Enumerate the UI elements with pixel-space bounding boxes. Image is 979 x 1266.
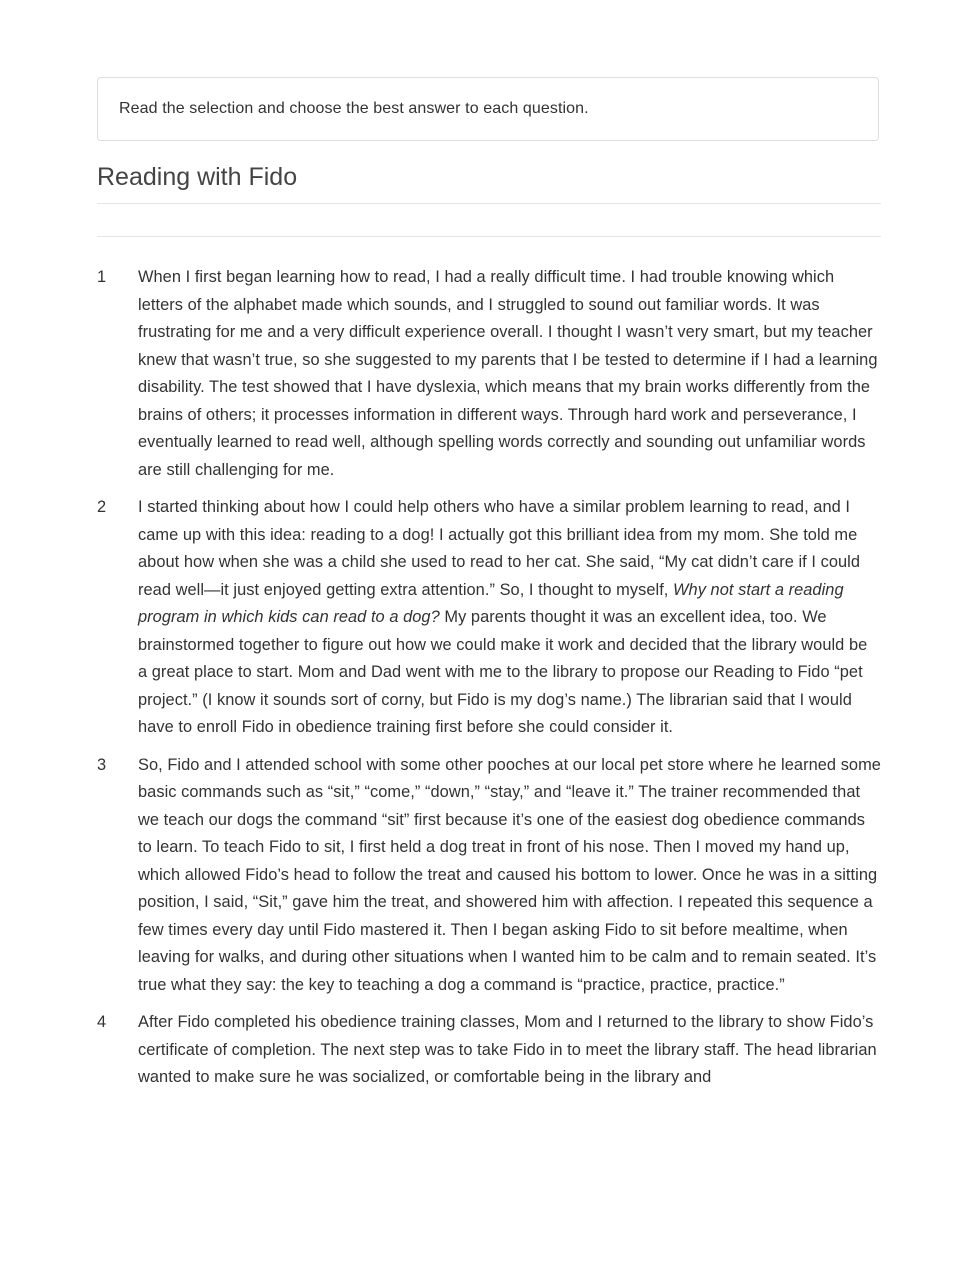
paragraph-number: 2 (97, 498, 107, 516)
passage-divider (97, 236, 881, 237)
paragraph-italic-text: Why not start a reading program in which kids can read to a dog? (138, 580, 844, 626)
paragraph-2 (97, 494, 881, 742)
paragraph-text-part: I started thinking about how I could help others who have a similar problem learning to read, and I came up with this idea: reading to a dog! I actually got this brilliant idea from my mom. She told me about how when she was a child she used to read to her cat. She said, “My cat didn’t care if I could read well—it just enjoyed getting extra attention.” So, I thought to myself, (138, 498, 861, 599)
paragraph-4 (97, 1009, 881, 1092)
paragraph-text: After Fido completed his obedience training classes, Mom and I returned to the library to show Fido’s certificate of completion. The next step was to take Fido in to meet the library staff. The head librarian wanted to make sure he was socialized, or comfortable being in the library and (138, 1013, 877, 1086)
passage-title: Reading with Fido (97, 163, 298, 191)
paragraph-3 (97, 752, 881, 1000)
instructions-text: Read the selection and choose the best answer to each question. (119, 100, 589, 117)
paragraph-1 (97, 264, 881, 484)
instructions-box (97, 77, 879, 141)
paragraph-number: 3 (97, 755, 107, 774)
paragraph-text-part: My parents thought it was an excellent idea, too. We brainstormed together to figure out how we could make it work and decided that the library would be a great place to start. Mom and Dad went with me to the library to propose our Reading to Fido “pet project.” (I know it sounds sort of corny, but Fido is my dog’s name.) The librarian said that I would have to enroll Fido in obedience training first before she could consider it. (138, 608, 868, 736)
paragraph-text: So, Fido and I attended school with some other pooches at our local pet store where he learned some basic commands such as “sit,” “come,” “down,” “stay,” and “leave it.” The trainer recommended that we teach our dogs the command “sit” first because it’s one of the easiest dog obedience commands to learn. To teach Fido to sit, I first held a dog treat in front of his nose. Then I moved my hand up, which allowed Fido’s head to follow the treat and caused his bottom to lower. Once he was in a sitting position, I said, “Sit,” gave him the treat, and showered him with affection. I repeated this sequence a few times every day until Fido mastered it. Then I began asking Fido to sit before mealtime, when leaving for walks, and during other situations when I wanted him to be calm and to remain seated. It’s true what they say: the key to teaching a dog a command is “practice, practice, practice.” (138, 755, 881, 994)
paragraph-text (138, 494, 881, 742)
paragraph-number: 1 (97, 268, 107, 286)
paragraph-text: When I first began learning how to read, I had a really difficult time. I had trouble knowing which letters of the alphabet made which sounds, and I struggled to sound out familiar words. It was frustrating for me and a very difficult experience overall. I thought I wasn’t very smart, but my teacher knew that wasn’t true, so she suggested to my parents that I be tested to determine if I had a learning disability. The test showed that I have dyslexia, which means that my brain works differently from the brains of others; it processes information in different ways. Through hard work and perseverance, I eventually learned to read well, although spelling words correctly and sounding out unfamiliar words are still challenging for me. (138, 268, 878, 479)
paragraph-number: 4 (97, 1013, 107, 1031)
title-divider (97, 203, 881, 204)
passage-body (97, 264, 881, 1102)
